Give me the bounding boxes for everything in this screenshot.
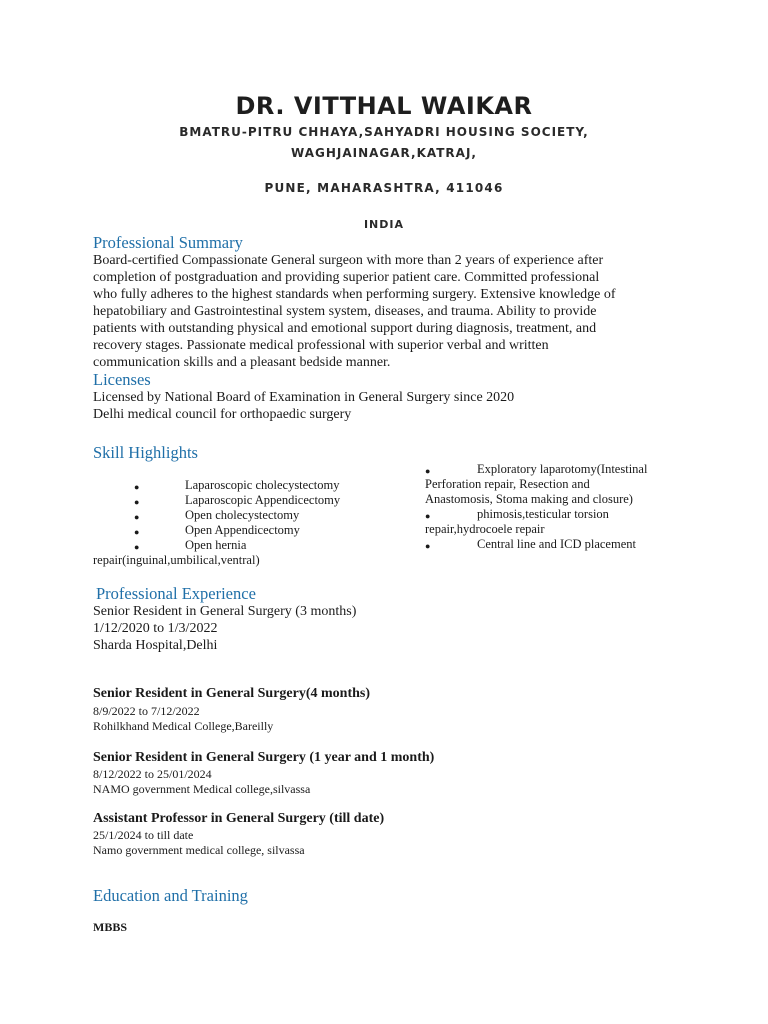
job-title: Senior Resident in General Surgery (1 year and 1 month) [93,750,435,765]
skill-item: Open cholecystectomy [185,508,300,522]
city-line: PUNE, MAHARASHTRA, 411046 [264,181,504,195]
skill-item: phimosis,testicular torsion [477,507,609,521]
bullet-icon: ● [134,482,140,492]
experience-dates: 1/12/2020 to 1/3/2022 [93,621,218,636]
experience-role: Senior Resident in General Surgery (3 months) [93,604,357,619]
experience-place: Sharda Hospital,Delhi [93,638,218,653]
degree: MBBS [93,920,128,934]
skills-heading: Skill Highlights [93,443,198,462]
experience-heading: Professional Experience [96,584,256,603]
bullet-icon: ● [134,497,140,507]
license-line: Delhi medical council for orthopaedic surgery [93,407,352,422]
licenses-heading: Licenses [93,370,151,389]
job-title: Senior Resident in General Surgery(4 months) [93,686,371,701]
address-line-2: WAGHJAINAGAR,KATRAJ, [291,146,477,160]
summary-line: communication skills and a pleasant bedside manner. [93,355,391,370]
skill-item-continued: repair,hydrocoele repair [425,522,545,536]
bullet-icon: ● [134,512,140,522]
skill-item: Central line and ICD placement [477,537,636,551]
job-place: NAMO government Medical college,silvassa [93,782,311,796]
job-place: Rohilkhand Medical College,Bareilly [93,719,274,733]
address-line-1: BMATRU-PITRU CHHAYA,SAHYADRI HOUSING SOCIETY, [179,125,589,139]
job-place: Namo government medical college, silvassa [93,843,305,857]
skill-item: Laparoscopic cholecystectomy [185,478,340,492]
bullet-icon: ● [425,466,431,476]
summary-line: completion of postgraduation and providing superior patient care. Committed professional [93,270,600,285]
bullet-icon: ● [425,541,431,551]
doctor-name: DR. VITTHAL WAIKAR [235,92,533,120]
skill-item-continued: Anastomosis, Stoma making and closure) [425,492,633,506]
license-line: Licensed by National Board of Examination in General Surgery since 2020 [93,390,515,405]
skill-item: Laparoscopic Appendicectomy [185,493,341,507]
job-dates: 8/12/2022 to 25/01/2024 [93,767,212,781]
skill-item-continued: repair(inguinal,umbilical,ventral) [93,553,260,567]
skill-item-continued: Perforation repair, Resection and [425,477,590,491]
summary-line: recovery stages. Passionate medical professional with superior verbal and written [93,338,549,353]
job-dates: 8/9/2022 to 7/12/2022 [93,704,200,718]
summary-line: hepatobiliary and Gastrointestinal system system, diseases, and trauma. Ability to provide [93,304,597,319]
bullet-icon: ● [134,542,140,552]
skill-item: Exploratory laparotomy(Intestinal [477,462,648,476]
education-heading: Education and Training [93,886,248,905]
summary-line: who fully adheres to the highest standards when performing surgery. Extensive knowledge of [93,287,616,302]
summary-line: Board-certified Compassionate General surgeon with more than 2 years of experience after [93,253,604,268]
bullet-icon: ● [425,511,431,521]
job-title: Assistant Professor in General Surgery (till date) [93,811,385,826]
summary-line: patients with outstanding physical and emotional support during diagnosis, treatment, and [93,321,597,336]
job-dates: 25/1/2024 to till date [93,828,194,842]
skill-item: Open Appendicectomy [185,523,300,537]
summary-heading: Professional Summary [93,233,243,252]
country: INDIA [363,218,405,231]
bullet-icon: ● [134,527,140,537]
skill-item: Open hernia [185,538,247,552]
